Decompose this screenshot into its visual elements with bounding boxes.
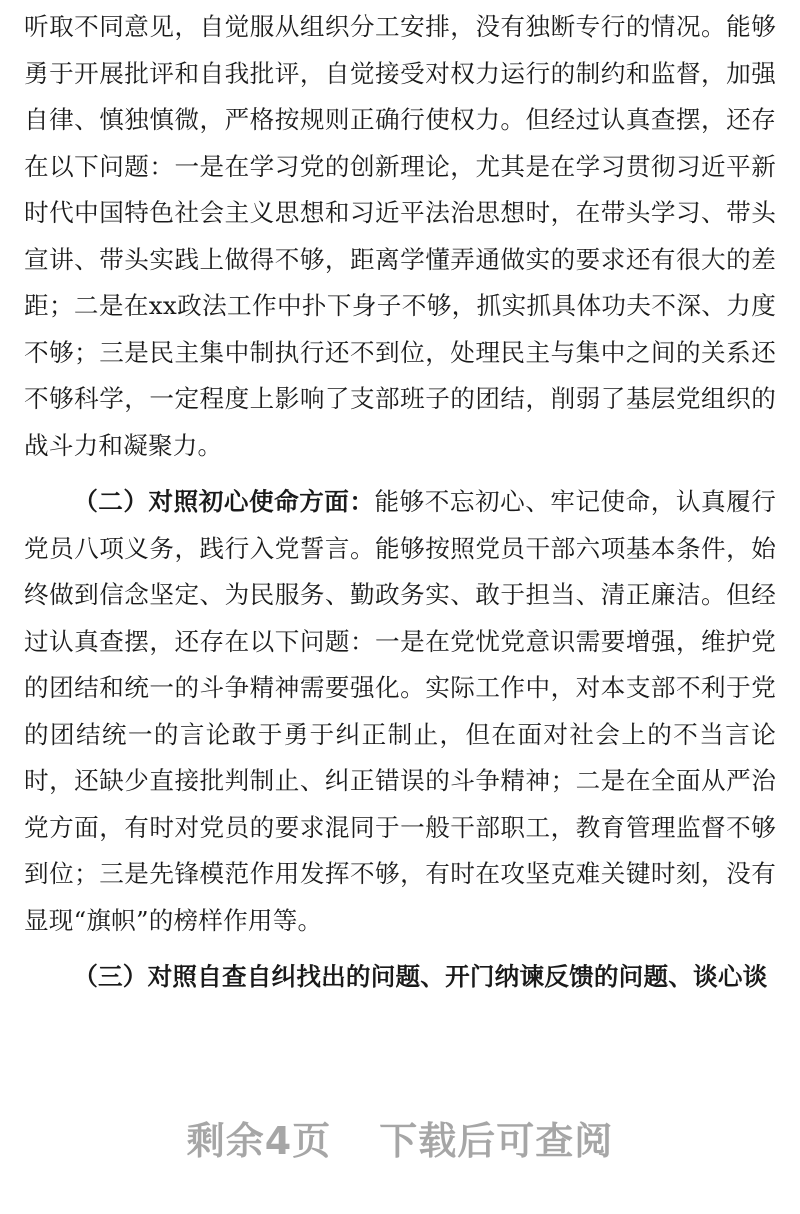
- section-3-heading: （三）对照自查自纠找出的问题、开门纳谏反馈的问题、谈心谈: [73, 962, 768, 991]
- download-banner[interactable]: [0, 1110, 800, 1165]
- document-page: [24, 4, 776, 1001]
- section-2-heading: （二）对照初心使命方面：: [73, 487, 375, 516]
- section-2-body: 能够不忘初心、牢记使命，认真履行党员八项义务，践行入党誓言。能够按照党员干部六项基本条件，始终做到信念坚定、为民服务、勤政务实、敢于担当、清正廉洁。但经过认真查摆，还存在以下问题：一是在党忧党意识需要增强，维护党的团结和统一的斗争精神需要强化。实际工作中，对本支部不利于党的团结统一的言论敢于勇于纠正制止，但在面对社会上的不当言论时，还缺少直接批判制止、纠正错误的斗争精神；二是在全面从严治党方面，有时对党员的要求混同于一般干部职工，教育管理监督不够到位；三是先锋模范作用发挥不够，有时在攻坚克难关键时刻，没有显现“旗帜”的榜样作用等。: [24, 487, 776, 935]
- download-hint-label: 下载后可查阅: [379, 1119, 614, 1163]
- remaining-pages-label: 剩余4页: [186, 1119, 332, 1163]
- section-2-paragraph: [24, 479, 776, 944]
- paragraph-1: 听取不同意见，自觉服从组织分工安排，没有独断专行的情况。能够勇于开展批评和自我批评，自觉接受对权力运行的制约和监督，加强自律、慎独慎微，严格按规则正确行使权力。但经过认真查摆，还存在以下问题：一是在学习党的创新理论，尤其是在学习贯彻习近平新时代中国特色社会主义思想和习近平法治思想时，在带头学习、带头宣讲、带头实践上做得不够，距离学懂弄通做实的要求还有很大的差距；二是在xx政法工作中扑下身子不够，抓实抓具体功夫不深、力度不够；三是民主集中制执行还不到位，处理民主与集中之间的关系还不够科学，一定程度上影响了支部班子的团结，削弱了基层党组织的战斗力和凝聚力。: [24, 12, 776, 460]
- section-3-paragraph: [24, 954, 776, 1001]
